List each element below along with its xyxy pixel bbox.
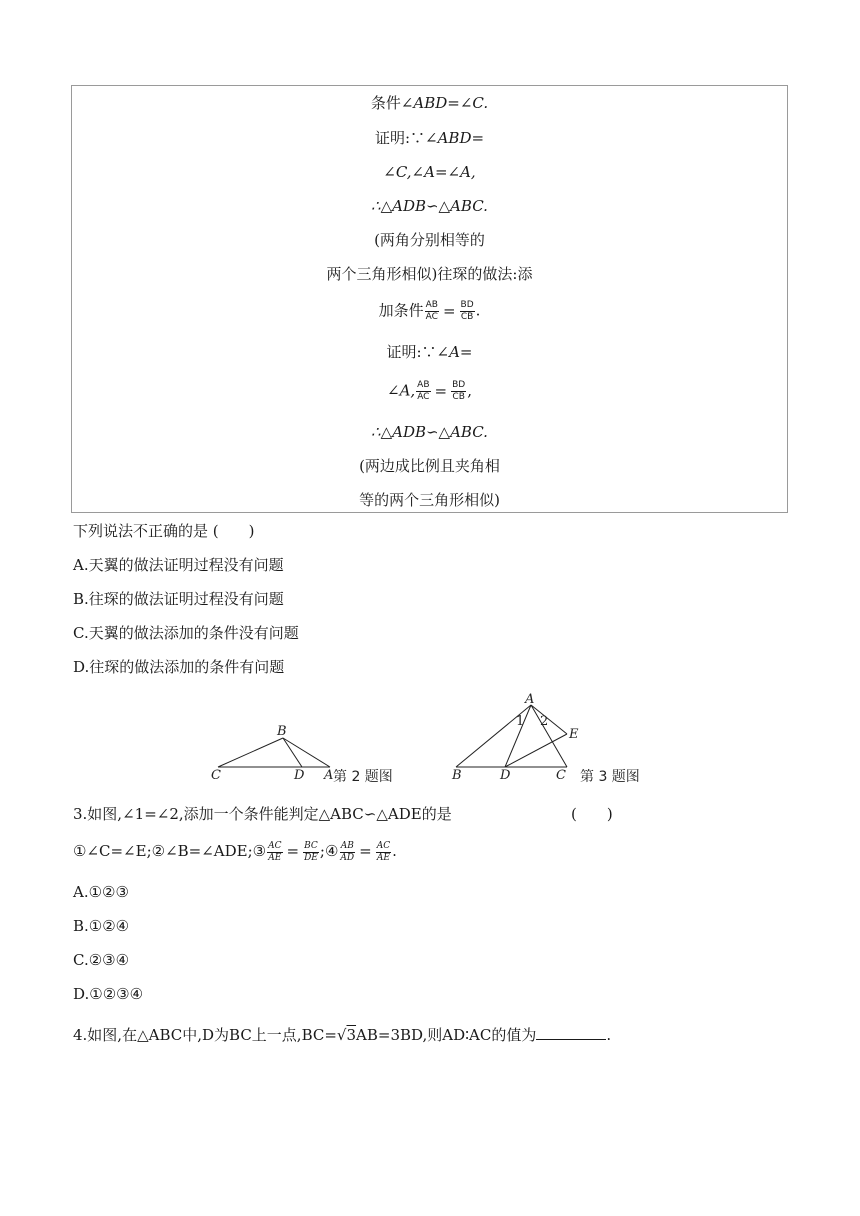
fraction-bd-cb: $\frac{BD}{CB}$ [452,380,466,402]
fig3-segment-ae [531,705,567,734]
box-line-12: 等的两个三角形相似) [359,491,500,509]
figure-2 [218,738,330,767]
fraction-bd-cb: $\frac{BD}{CB}$ [460,300,474,322]
fig2-label-a: A [324,768,334,783]
fig2-caption: 第 2 题图 [333,769,393,785]
box-line-9: ∠A, $\frac{AB}{AC}$ = $\frac{BD}{CB}$ , [387,380,472,402]
q2-option-b: B.往琛的做法证明过程没有问题 [73,590,284,608]
box-line-2: 证明:∵∠ABD= [374,129,485,147]
q2-stem: 下列说法不正确的是 ( ) [73,522,255,540]
box-line-10: ∴△ADB∽△ABC. [371,423,488,441]
fig3-label-d: D [500,768,511,783]
box-line-6: 两个三角形相似)往琛的做法:添 [326,265,533,283]
fig2-segment-bd [283,738,302,767]
fig3-angle-2: 2 [540,714,549,729]
box-line-7: 加条件 $\frac{AB}{AC}$ = $\frac{BD}{CB}$ . [378,300,481,322]
q2-option-d: D.往琛的做法添加的条件有问题 [73,658,285,676]
fig3-caption: 第 3 题图 [580,769,640,785]
q2-option-a: A.天翼的做法证明过程没有问题 [73,556,284,574]
answer-blank[interactable] [536,1025,606,1040]
box-line-3: ∠C,∠A=∠A, [383,163,476,181]
fig2-segment-ba [283,738,330,767]
q3-conditions: ①∠C=∠E;②∠B=∠ADE;③ $\frac{AC}{AE}$ = $\frac{BC}{DE}$ ;④ $\frac{AB}{AD}$ = $\frac{AC}{AE}$ . [73,840,397,863]
fig3-label-e: E [569,727,579,742]
fig3-segment-ac [531,705,567,767]
fig2-segment-cb [218,738,283,767]
fraction-ac-ae: $\frac{AC}{AE}$ [376,840,391,863]
sqrt-sign: √ [336,1026,347,1044]
fraction-ab-ac: $\frac{AB}{AC}$ [417,380,430,402]
box-line-5: (两角分别相等的 [374,231,485,249]
q3-option-b: B.①②④ [73,917,130,935]
fraction-ab-ad: $\frac{AB}{AD}$ [340,840,355,863]
q3-option-c: C.②③④ [73,951,130,969]
box-line-1: 条件∠ABD=∠C. [370,94,489,112]
fig2-label-d: D [294,768,305,783]
fraction-bc-de: $\frac{BC}{DE}$ [304,840,318,863]
fraction-ab-ac: $\frac{AB}{AC}$ [425,300,438,322]
fig2-label-b: B [277,724,287,739]
q3-option-a: A.①②③ [73,883,129,901]
fig3-label-a: A [525,692,535,707]
q4-stem: 4.如图,在△ABC中,D为BC上一点,BC=√3AB=3BD,则AD∶AC的值为 . [73,1026,612,1044]
box-line-11: (两边成比例且夹角相 [359,457,500,475]
fig3-angle-1: 1 [516,714,525,729]
fig3-label-b: B [452,768,462,783]
fraction-ac-ae: $\frac{AC}{AE}$ [268,840,282,863]
q3-stem: 3.如图,∠1=∠2,添加一个条件能判定△ABC∽△ADE的是 ( ) [73,805,613,823]
box-line-4: ∴△ADB∽△ABC. [371,197,488,215]
box-line-8: 证明:∵∠A= [386,343,473,361]
figure-3 [456,705,567,767]
fig2-label-c: C [211,768,221,783]
fig3-label-c: C [556,768,566,783]
q3-option-d: D.①②③④ [73,985,144,1003]
q2-option-c: C.天翼的做法添加的条件没有问题 [73,624,299,642]
